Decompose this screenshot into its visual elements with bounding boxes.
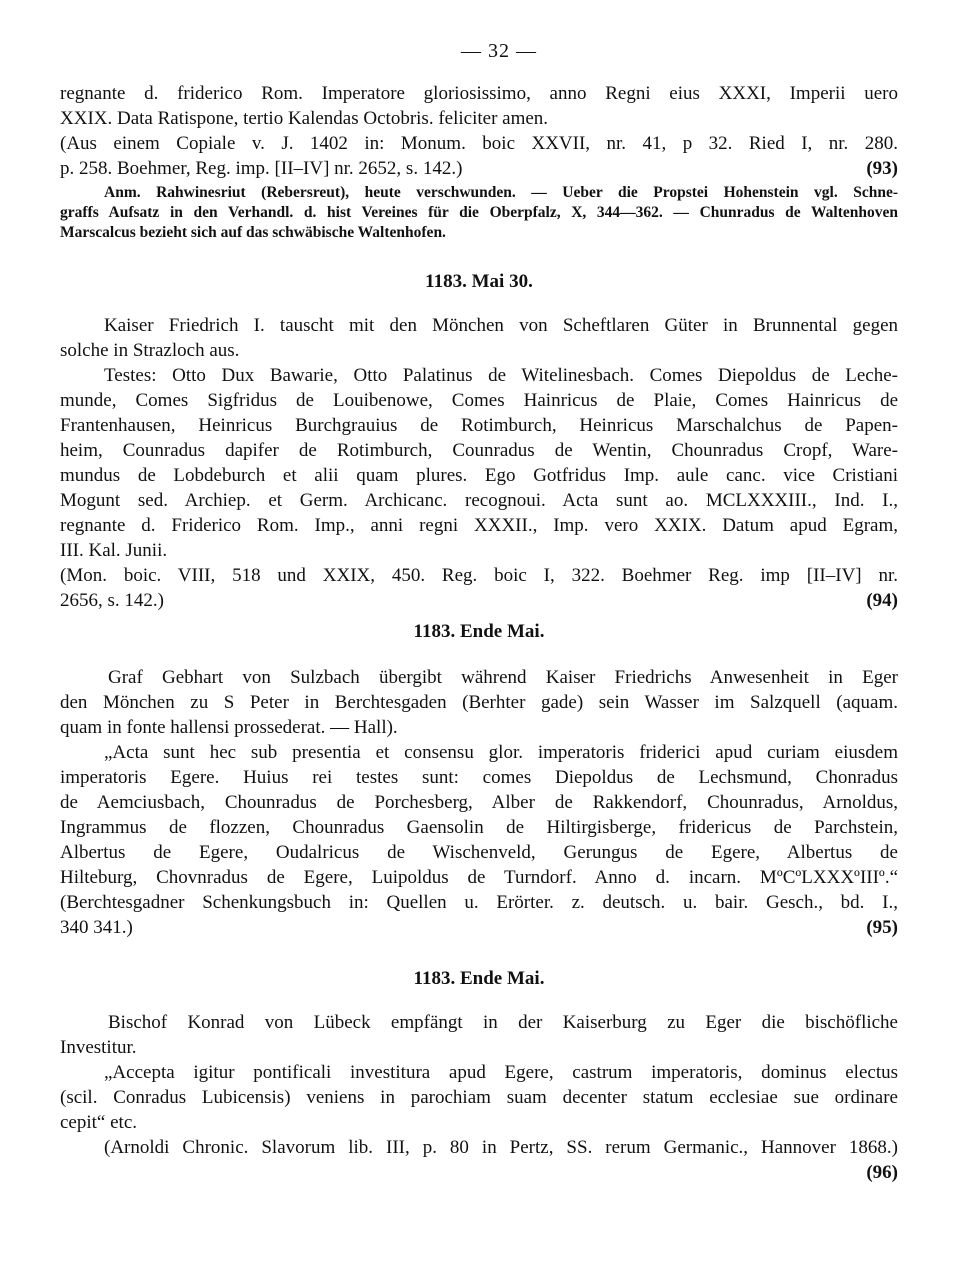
source-line: (Aus einem Copiale v. J. 1402 in: Monum. boic XXVII, nr. 41, p 32. Ried I, nr. 280. [60,133,898,154]
source-text: 2656, s. 142.) [60,590,164,611]
entry-number: (96) [866,1162,898,1183]
quote-line: de Aemciusbach, Chounradus de Porchesberg, Alber de Rakkendorf, Chounradus, Arnoldus, [60,792,898,813]
entry-number: (94) [866,590,898,611]
summary-line: den Mönchen zu S Peter in Berchtesgaden (Berhter gade) sein Wasser im Salzquell (aquam. [60,692,898,713]
text-line: regnante d. Friderico Rom. Imp., anni regni XXXII., Imp. vero XXIX. Datum apud Egram, [60,515,898,536]
section-95 [60,621,898,940]
text-line: regnante d. friderico Rom. Imperatore gloriosissimo, anno Regni eius XXXI, Imperii uero [60,83,898,104]
text-line: Mogunt sed. Archiep. et Germ. Archicanc. recognoui. Acta sunt ao. MCLXXXIII., Ind. I., [60,490,898,511]
page-number: — 32 — [461,40,537,62]
quote-line: Hilteburg, Chovnradus de Egere, Luipoldus de Turndorf. Anno d. incarn. MºCºLXXXºIIIº.“ [60,867,898,888]
quote-line: „Accepta igitur pontificali investitura apud Egere, castrum imperatoris, dominus electus [104,1062,898,1083]
summary-line: Investitur. [60,1037,137,1058]
text-line: XXIX. Data Ratispone, tertio Kalendas Octobris. feliciter amen. [60,108,549,129]
text-line: III. Kal. Junii. [60,540,168,561]
quote-line: imperatoris Egere. Huius rei testes sunt: comes Diepoldus de Lechsmund, Chonradus [60,767,898,788]
entry-date-heading: 1183. Ende Mai. [413,621,545,642]
entry-number: (95) [866,917,898,938]
note-line: Marscalcus bezieht sich auf das schwäbische Waltenhofen. [60,224,446,241]
note-line: Anm. Rahwinesriut (Rebersreut), heute verschwunden. — Ueber die Propstei Hohenstein vgl. Schne- [104,184,898,201]
source-line [60,915,898,940]
summary-line: solche in Strazloch aus. [60,340,240,361]
summary-line: Bischof Konrad von Lübeck empfängt in der Kaiserburg zu Eger die bischöfliche [108,1012,898,1033]
source-line: (Arnoldi Chronic. Slavorum lib. III, p. 80 in Pertz, SS. rerum Germanic., Hannover 1868.) [104,1137,898,1158]
source-text: p. 258. Boehmer, Reg. imp. [II–IV] nr. 2652, s. 142.) [60,158,463,179]
quote-line: (scil. Conradus Lubicensis) veniens in parochiam suam decenter statum ecclesiae sue ordinare [60,1087,898,1108]
quote-line: cepit“ etc. [60,1112,138,1133]
quote-line: „Acta sunt hec sub presentia et consensu glor. imperatoris friderici apud curiam eiusdem [104,742,898,763]
source-line [60,156,898,181]
summary-line: Graf Gebhart von Sulzbach übergibt während Kaiser Friedrichs Anwesenheit in Eger [108,667,898,688]
entry-date-heading: 1183. Mai 30. [425,271,533,292]
quote-line: Albertus de Egere, Oudalricus de Wischenveld, Gerungus de Egere, Albertus de [60,842,898,863]
source-line [60,1160,898,1185]
summary-line: Kaiser Friedrich I. tauscht mit den Mönchen von Scheftlaren Güter in Brunnental gegen [104,315,898,336]
source-line [60,588,898,613]
section-93 [60,81,898,243]
text-line: Testes: Otto Dux Bawarie, Otto Palatinus de Witelinesbach. Comes Diepoldus de Leche- [104,365,898,386]
text-line: Frantenhausen, Heinricus Burchgrauius de Rotimburch, Heinricus Marschalchus de Papen- [60,415,898,436]
quote-line: Ingrammus de flozzen, Chounradus Gaensolin de Hiltirgisberge, fridericus de Parchstein, [60,817,898,838]
source-line: (Berchtesgadner Schenkungsbuch in: Quellen u. Erörter. z. deutsch. u. bair. Gesch., bd. I., [60,892,898,913]
text-line: mundus de Lobdeburch et alii quam plures. Ego Gotfridus Imp. aule canc. vice Cristiani [60,465,898,486]
section-94 [60,271,898,613]
text-line: heim, Counradus dapifer de Rotimburch, Counradus de Wentin, Chounradus Cropf, Ware- [60,440,898,461]
source-line: (Mon. boic. VIII, 518 und XXIX, 450. Reg. boic I, 322. Boehmer Reg. imp [II–IV] nr. [60,565,898,586]
note-line: graffs Aufsatz in den Verhandl. d. hist Vereines für die Oberpfalz, X, 344—362. — Chunradus de Waltenhoven [60,204,898,221]
entry-date-heading: 1183. Ende Mai. [413,968,545,989]
section-96 [60,968,898,1185]
document-page [60,40,898,1185]
entry-number: (93) [866,158,898,179]
text-line: munde, Comes Sigfridus de Louibenowe, Comes Hainricus de Plaie, Comes Hainricus de [60,390,898,411]
source-text: 340 341.) [60,917,133,938]
summary-line: quam in fonte hallensi prossederat. — Hall). [60,717,398,738]
